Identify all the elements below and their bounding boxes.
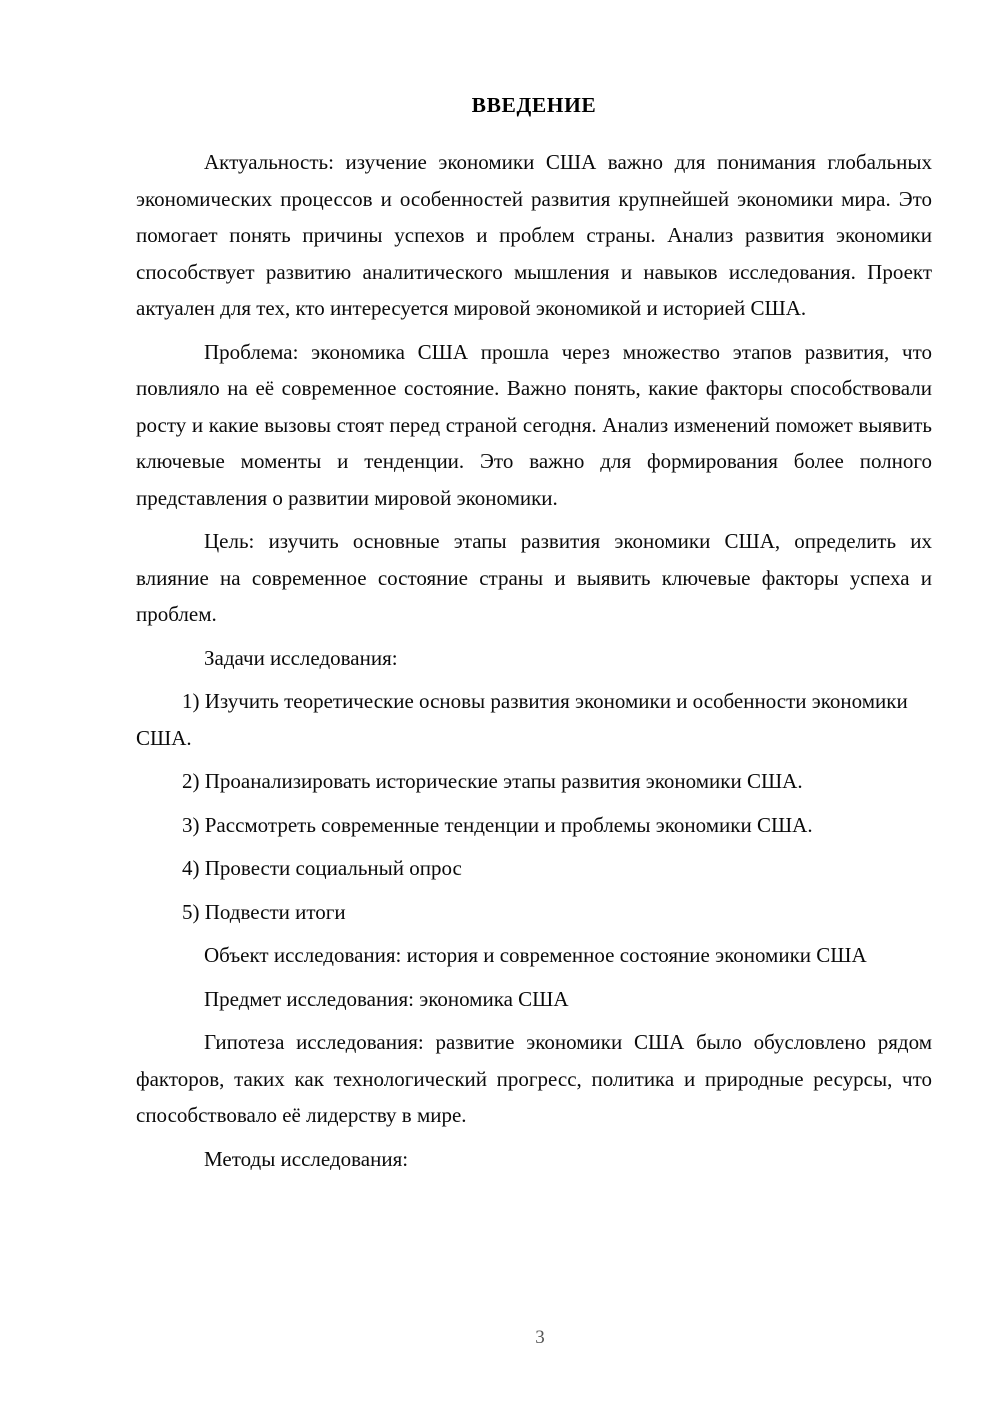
page-title: ВВЕДЕНИЕ xyxy=(471,93,597,117)
paragraph-subject-of-research: Предмет исследования: экономика США xyxy=(204,986,569,1011)
methods-heading: Методы исследования: xyxy=(204,1146,409,1171)
list-item: 5) Подвести итоги xyxy=(182,899,346,924)
paragraph-object-of-research: Объект исследования: история и современное состояние экономики США xyxy=(204,943,867,967)
document-body xyxy=(136,90,932,1184)
paragraph-goal: Цель: изучить основные этапы развития экономики США, определить их влияние на современное состояние страны и выявить ключевые факторы успеха и проблем. xyxy=(136,529,932,626)
list-item: 1) Изучить теоретические основы развития экономики и особенности экономики США. xyxy=(136,689,908,750)
paragraph-hypothesis: Гипотеза исследования: развитие экономики США было обусловлено рядом факторов, таких как технологический прогресс, политика и природные ресурсы, что способствовало её лидерству в мире. xyxy=(136,1030,932,1127)
paragraph-relevance: Актуальность: изучение экономики США важно для понимания глобальных экономических процессов и особенностей развития крупнейшей экономики мира. Это помогает понять причины успехов и проблем страны. Анализ развития экономики способствует развитию аналитического мышления и навыков исследования. Проект актуален для тех, кто интересуется мировой экономикой и историей США. xyxy=(136,150,932,320)
list-item: 3) Рассмотреть современные тенденции и проблемы экономики США. xyxy=(182,812,813,837)
page-number: 3 xyxy=(535,1327,545,1348)
list-item: 4) Провести социальный опрос xyxy=(182,856,462,880)
list-item: 2) Проанализировать исторические этапы развития экономики США. xyxy=(182,769,803,793)
paragraph-problem: Проблема: экономика США прошла через множество этапов развития, что повлияло на её современное состояние. Важно понять, какие факторы способствовали росту и какие вызовы стоят перед страной сегодня. Анализ изменений поможет выявить ключевые моменты и тенденции. Это важно для формирования более полного представления о развитии мировой экономики. xyxy=(136,339,932,510)
tasks-heading: Задачи исследования: xyxy=(204,645,398,670)
